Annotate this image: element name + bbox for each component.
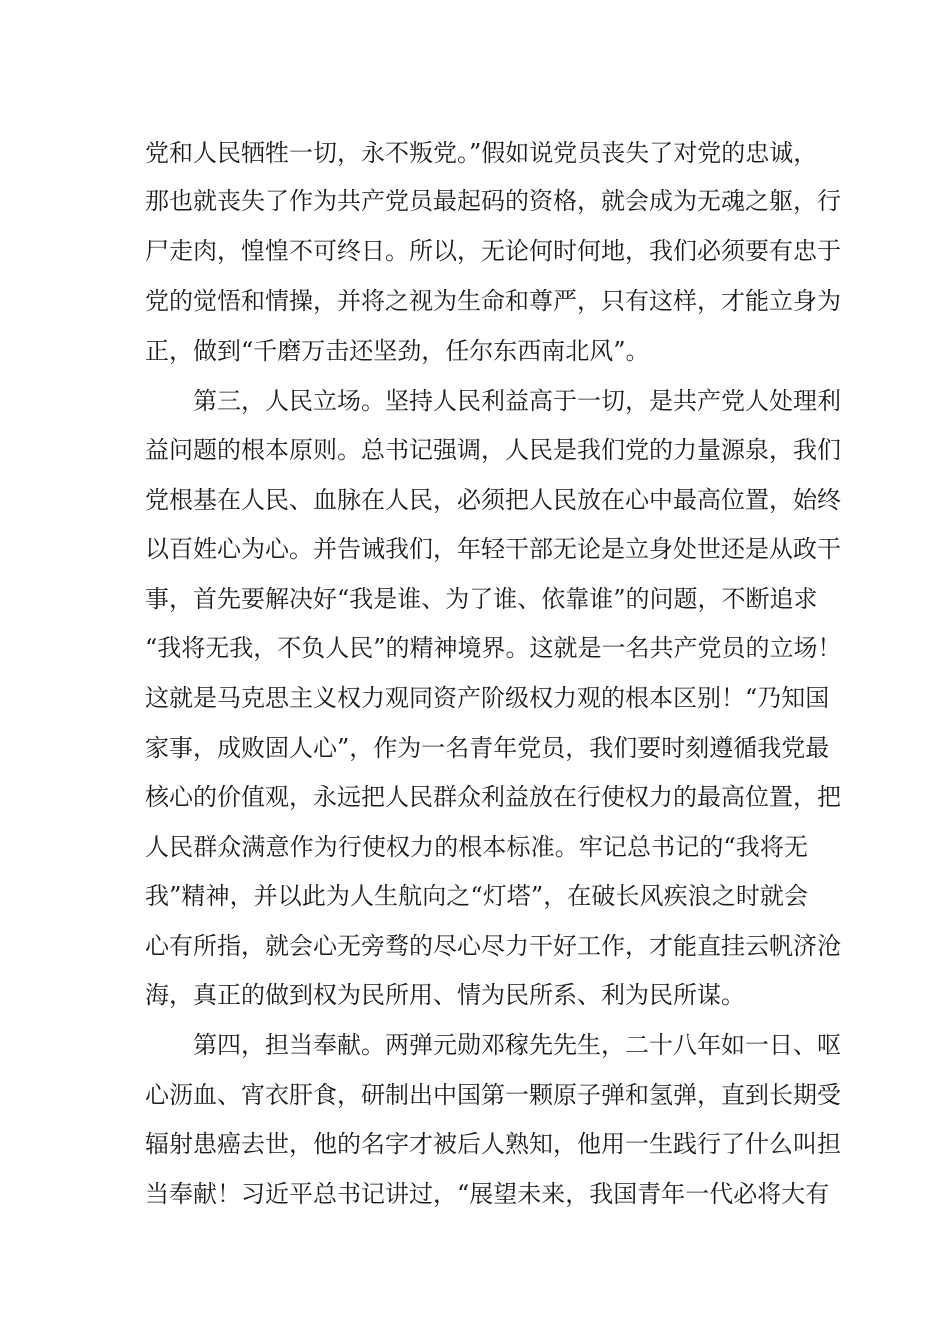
text-line: 党的觉悟和情操，并将之视为生命和尊严，只有这样，才能立身为 [145,287,841,315]
text-line: 以百姓心为心。并告诫我们，年轻干部无论是立身处世还是从政干 [145,535,841,563]
text-line: 当奉献！习近平总书记讲过，“展望未来，我国青年一代必将大有 [145,1180,830,1208]
text-line: 这就是马克思主义权力观同资产阶级权力观的根本区别！“乃知国 [145,684,830,712]
text-line: 家事，成败固人心”，作为一名青年党员，我们要时刻遵循我党最 [145,734,830,762]
text-line: 那也就丧失了作为共产党员最起码的资格，就会成为无魂之躯，行 [145,187,841,215]
text-line: 海，真正的做到权为民所用、情为民所系、利为民所谋。 [145,981,745,1009]
text-line: 党根基在人民、血脉在人民，必须把人民放在心中最高位置，始终 [145,486,841,514]
text-line: 辐射患癌去世，他的名字才被后人熟知，他用一生践行了什么叫担 [145,1130,841,1158]
text-line: 人民群众满意作为行使权力的根本标准。牢记总书记的“我将无 [145,833,808,861]
text-line: 核心的价值观，永远把人民群众利益放在行使权力的最高位置，把 [145,783,841,811]
text-line: 益问题的根本原则。总书记强调，人民是我们党的力量源泉，我们 [145,436,841,464]
text-line: “我将无我，不负人民”的精神境界。这就是一名共产党员的立场！ [145,634,842,662]
paragraph-first-line: 第四，担当奉献。两弹元勋邓稼先先生，二十八年如一日、呕 [193,1031,841,1059]
text-line: 事，首先要解决好“我是谁、为了谁、依靠谁”的问题，不断追求 [145,585,818,613]
text-line: 尸走肉，惶惶不可终日。所以，无论何时何地，我们必须要有忠于 [145,237,841,265]
text-line: 正，做到“千磨万击还坚劲，任尔东西南北风”。 [145,337,650,365]
text-line: 党和人民牺牲一切，永不叛党。”假如说党员丧失了对党的忠诚， [145,139,818,167]
paragraph-first-line: 第三，人民立场。坚持人民利益高于一切，是共产党人处理利 [193,387,841,415]
text-line: 心沥血、宵衣肝食，研制出中国第一颗原子弹和氢弹，直到长期受 [145,1081,841,1109]
text-line: 我”精神，并以此为人生航向之“灯塔”，在破长风疾浪之时就会 [145,882,808,910]
text-line: 心有所指，就会心无旁骛的尽心尽力干好工作，才能直挂云帆济沧 [145,932,841,960]
